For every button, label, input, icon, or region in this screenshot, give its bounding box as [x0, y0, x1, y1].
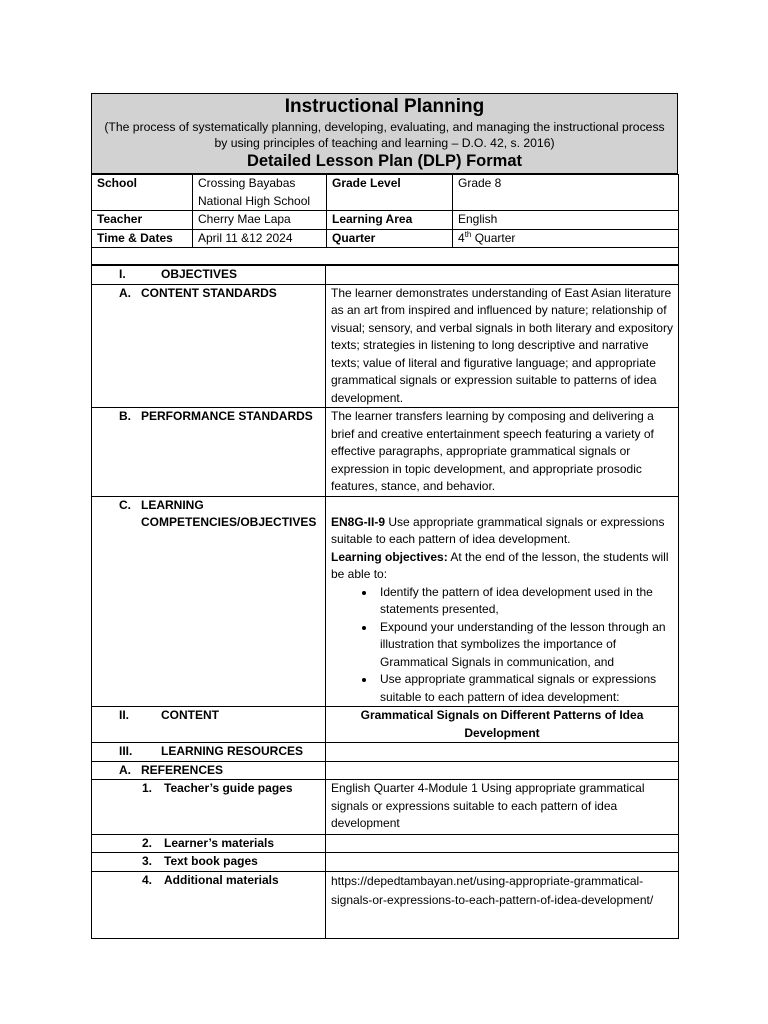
document-subtitle: (The process of systematically planning, developing, evaluating, and managing the instructional process by using principles of teaching and learning – D.O. 42, s. 2016): [104, 120, 665, 150]
competencies-label-2: COMPETENCIES/OBJECTIVES: [141, 515, 317, 529]
teachers-guide-label: Teacher’s guide pages: [164, 781, 293, 795]
objectives-num: I.: [119, 267, 126, 281]
lesson-table: [91, 265, 679, 939]
additional-materials-label: Additional materials: [164, 872, 279, 887]
learning-objectives-text: At the end of the lesson, the students will be able to:: [331, 549, 669, 581]
competencies-row: [92, 496, 679, 707]
performance-standards-row: [92, 408, 679, 497]
info-row-school: [92, 175, 679, 211]
competency-statement: [331, 514, 673, 549]
area-label: Learning Area: [327, 211, 453, 230]
teacher-value: Cherry Mae Lapa: [193, 211, 327, 230]
quarter-number: 4: [458, 230, 465, 245]
objective-item: • Identify the pattern of idea development used in the statements presented,: [376, 584, 673, 619]
performance-standards-text: The learner transfers learning by composing and delivering a brief and creative entertainment speech featuring a variety of effective paragraphs, appropriate grammatical signals or expression in topic development, and appropriate prosodic features, stance, and behavior.: [326, 408, 679, 497]
additional-materials-link[interactable]: https://depedtambayan.net/using-appropriate-grammatical-signals-or-expressions-to-each-pattern-of-idea-development/: [331, 873, 654, 907]
competencies-num: C.: [119, 497, 131, 512]
objectives-row: [92, 266, 679, 285]
lesson-plan-document: [91, 93, 678, 939]
spacer-row: [92, 248, 679, 265]
competency-text: Use appropriate grammatical signals or expressions suitable to each pattern of idea development.: [331, 514, 665, 546]
learning-resources-label: LEARNING RESOURCES: [161, 744, 304, 758]
learning-resources-row: [92, 743, 679, 762]
additional-materials-num: 4.: [142, 872, 153, 887]
area-value: English: [453, 211, 679, 230]
content-text: Grammatical Signals on Different Patterns of Idea Development: [326, 707, 679, 743]
info-row-dates: [92, 229, 679, 248]
content-label: CONTENT: [161, 708, 219, 722]
document-header: [91, 93, 678, 174]
teachers-guide-text: English Quarter 4-Module 1 Using appropriate grammatical signals or expressions suitable to each pattern of idea development: [326, 780, 679, 835]
learning-objectives-list: [331, 584, 673, 707]
learners-materials-row: [92, 834, 679, 853]
additional-materials-row: [92, 871, 679, 938]
performance-standards-label: PERFORMANCE STANDARDS: [141, 409, 313, 423]
references-num: A.: [119, 762, 131, 777]
quarter-text: Quarter: [471, 230, 516, 245]
teachers-guide-num: 1.: [142, 781, 153, 795]
objective-item: • Expound your understanding of the lesson through an illustration that symbolizes the importance of Grammatical Signals in communication, and: [376, 619, 673, 672]
references-label: REFERENCES: [141, 762, 224, 777]
learners-materials-label: Learner’s materials: [164, 835, 275, 850]
info-table: [91, 174, 679, 265]
teachers-guide-row: [92, 780, 679, 835]
objective-item: • Use appropriate grammatical signals or expressions suitable to each pattern of idea development:: [376, 671, 673, 706]
content-num: II.: [119, 708, 130, 722]
references-row: [92, 761, 679, 780]
info-row-teacher: [92, 211, 679, 230]
quarter-value: [453, 229, 679, 248]
grade-label: Grade Level: [327, 175, 453, 211]
performance-standards-num: B.: [119, 409, 131, 423]
competency-code: EN8G-II-9: [331, 514, 386, 529]
school-label: School: [92, 175, 193, 211]
learners-materials-num: 2.: [142, 835, 153, 850]
dlp-title: Detailed Lesson Plan (DLP) Format: [246, 152, 523, 170]
dates-value: April 11 &12 2024: [193, 229, 327, 248]
learning-resources-num: III.: [119, 744, 133, 758]
textbook-pages-num: 3.: [142, 854, 153, 868]
content-standards-text: The learner demonstrates understanding of East Asian literature as an art from inspired and influenced by nature; relationship of visual; sensory, and verbal signals in both literary and expository texts; strategies in listening to long descriptive and narrative texts; value of literal and figurative language; and appropriate grammatical signals or expression suitable to patterns of idea development.: [326, 284, 679, 408]
teacher-label: Teacher: [92, 211, 193, 230]
document-title: Instructional Planning: [284, 96, 485, 117]
grade-value: Grade 8: [453, 175, 679, 211]
learning-objectives-label: Learning objectives:: [331, 549, 448, 564]
quarter-suffix: th: [464, 229, 472, 239]
quarter-label: Quarter: [327, 229, 453, 248]
textbook-pages-label: Text book pages: [164, 854, 258, 868]
content-standards-num: A.: [119, 285, 131, 300]
content-standards-label: CONTENT STANDARDS: [141, 285, 277, 300]
objectives-label: OBJECTIVES: [161, 267, 238, 281]
content-row: [92, 707, 679, 743]
school-value: Crossing Bayabas National High School: [193, 175, 327, 211]
competencies-label-1: LEARNING: [141, 497, 204, 512]
learning-objectives-intro: [331, 549, 673, 584]
learners-materials-text: [326, 834, 679, 853]
dates-label: Time & Dates: [92, 229, 193, 248]
content-standards-row: [92, 284, 679, 408]
textbook-pages-row: [92, 853, 679, 872]
textbook-pages-text: [326, 853, 679, 872]
